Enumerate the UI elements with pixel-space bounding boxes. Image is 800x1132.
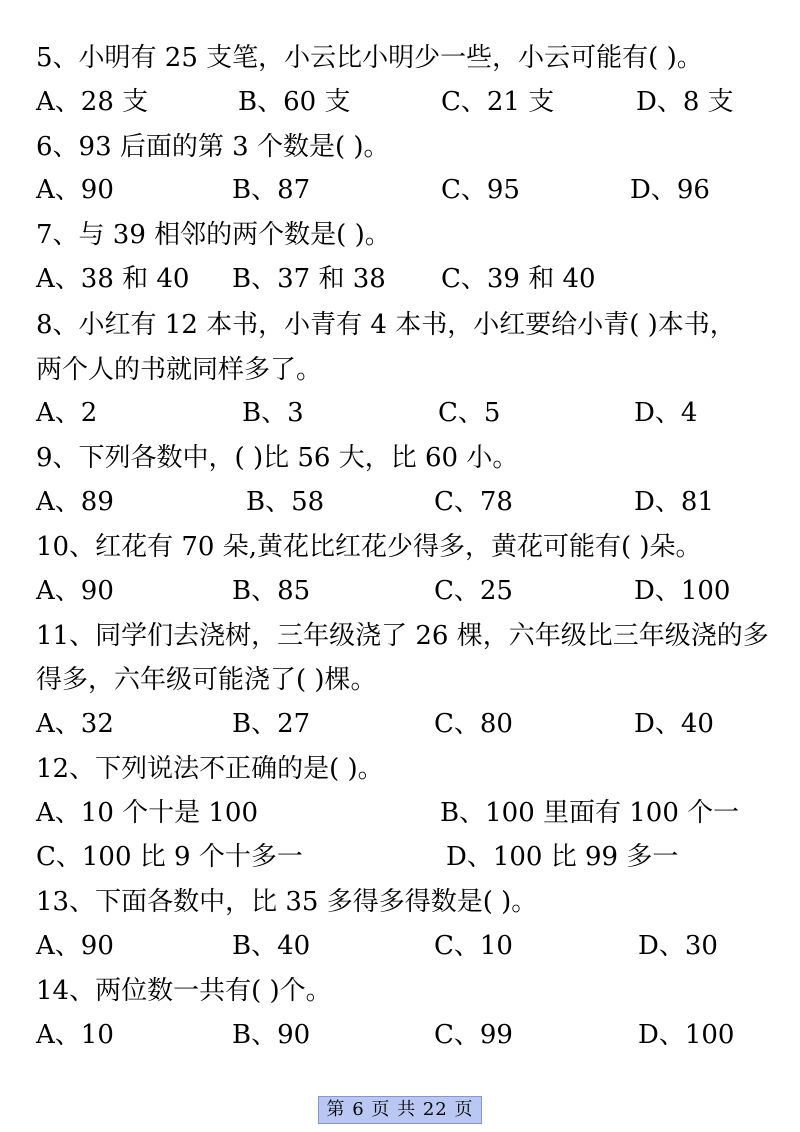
option-c: C、5 [438, 398, 501, 428]
option-d: D、40 [634, 709, 714, 739]
option-a: A、10 个十是 100 [36, 798, 259, 828]
question-14-text: 14、两位数一共有( )个。 [36, 976, 332, 1006]
option-b: B、60 支 [238, 87, 351, 117]
option-a: A、89 [36, 487, 114, 517]
option-a: A、90 [36, 175, 114, 205]
question-7-text: 7、与 39 相邻的两个数是( )。 [36, 220, 391, 250]
option-d: D、8 支 [636, 87, 734, 117]
page-number-footer: 第 6 页 共 22 页 [318, 1096, 482, 1124]
question-9-text: 9、下列各数中，( )比 56 大，比 60 小。 [36, 443, 519, 473]
question-11-text: 11、同学们去浇树，三年级浇了 26 棵，六年级比三年级浇的多 [36, 621, 769, 651]
option-b: B、3 [242, 398, 304, 428]
option-a: A、10 [36, 1020, 114, 1050]
option-d: D、30 [638, 931, 718, 961]
question-8-text-cont: 两个人的书就同样多了。 [36, 355, 323, 385]
option-b: B、90 [232, 1020, 311, 1050]
option-b: B、58 [246, 487, 325, 517]
question-12-text: 12、下列说法不正确的是( )。 [36, 754, 384, 784]
question-6-text: 6、93 后面的第 3 个数是( )。 [36, 132, 390, 162]
option-c: C、21 支 [441, 87, 555, 117]
question-13-text: 13、下面各数中，比 35 多得多得数是( )。 [36, 887, 538, 917]
option-d: D、81 [634, 487, 714, 517]
option-a: A、90 [36, 931, 114, 961]
option-d: D、4 [634, 398, 698, 428]
question-6-options [0, 175, 800, 205]
question-11-text-cont: 得多，六年级可能浇了( )棵。 [36, 665, 377, 695]
option-d: D、100 比 99 多一 [446, 842, 679, 872]
question-9-options [0, 487, 800, 517]
option-a: A、38 和 40 [36, 264, 190, 294]
question-12-options-row-1 [0, 798, 800, 828]
option-c: C、39 和 40 [441, 264, 596, 294]
question-10-text: 10、红花有 70 朵,黄花比红花少得多，黄花可能有( )朵。 [36, 532, 702, 562]
question-5-text: 5、小明有 25 支笔，小云比小明少一些，小云可能有( )。 [36, 43, 703, 73]
option-d: D、100 [634, 576, 731, 606]
option-c: C、10 [434, 931, 513, 961]
option-a: A、28 支 [36, 87, 149, 117]
option-b: B、37 和 38 [232, 264, 386, 294]
option-d: D、96 [630, 175, 710, 205]
option-a: A、90 [36, 576, 114, 606]
option-c: C、80 [434, 709, 513, 739]
option-b: B、87 [232, 175, 311, 205]
question-8-text: 8、小红有 12 本书，小青有 4 本书，小红要给小青( )本书， [36, 310, 736, 340]
question-5-options [0, 87, 800, 117]
option-b: B、27 [232, 709, 311, 739]
option-c: C、95 [441, 175, 520, 205]
question-13-options [0, 931, 800, 961]
question-7-options [0, 264, 800, 294]
option-b: B、85 [232, 576, 311, 606]
option-b: B、100 里面有 100 个一 [440, 798, 740, 828]
option-d: D、100 [638, 1020, 735, 1050]
option-a: A、2 [36, 398, 98, 428]
option-c: C、100 比 9 个十多一 [36, 842, 303, 872]
option-b: B、40 [232, 931, 311, 961]
question-11-options [0, 709, 800, 739]
option-c: C、99 [434, 1020, 513, 1050]
option-c: C、78 [434, 487, 513, 517]
question-8-options [0, 398, 800, 428]
option-c: C、25 [434, 576, 513, 606]
question-12-options-row-2 [0, 842, 800, 872]
option-a: A、32 [36, 709, 114, 739]
question-10-options [0, 576, 800, 606]
question-14-options [0, 1020, 800, 1050]
